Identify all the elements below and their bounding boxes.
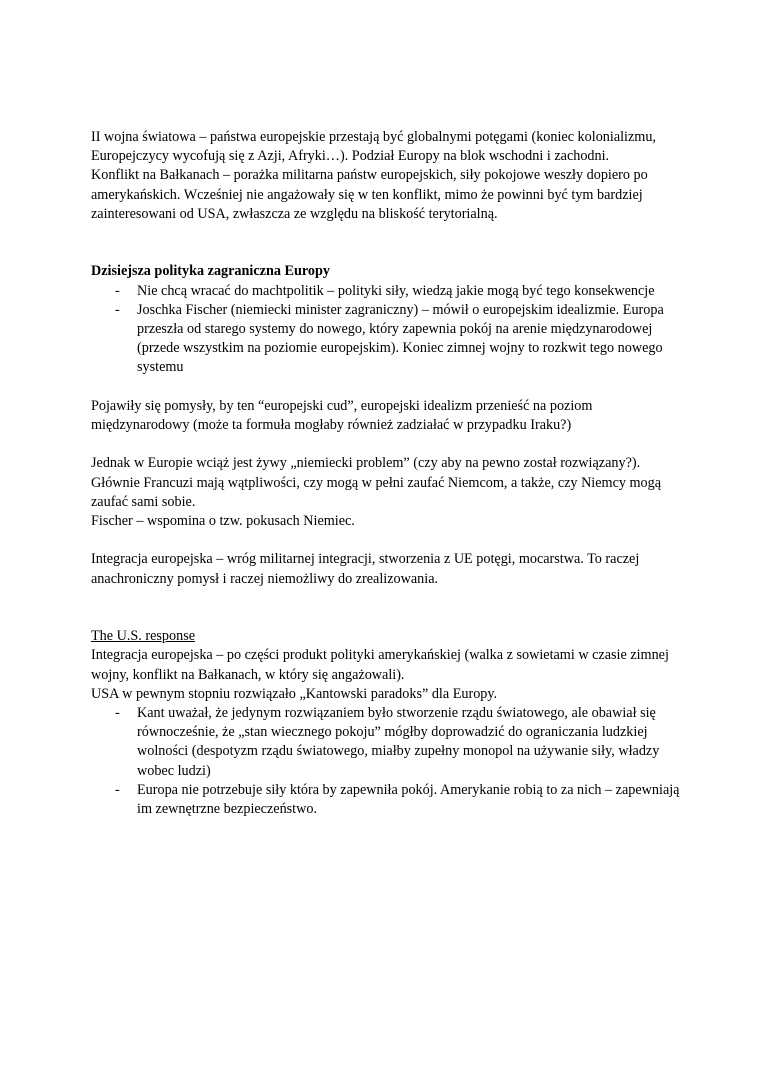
paragraph-us-integration: Integracja europejska – po części produkt polityki amerykańskiej (walka z sowietami w czasie zimnej wojny, konflikt na Bałkanach, w który się angażowali).	[91, 647, 669, 683]
spacer	[91, 531, 681, 550]
list-item	[91, 704, 681, 781]
list-item	[91, 301, 681, 378]
paragraph-kant-paradox: USA w pewnym stopniu rozwiązało „Kantowski paradoks” dla Europy.	[91, 685, 498, 702]
spacer	[91, 378, 681, 397]
paragraph-integration: Integracja europejska – wróg militarnej integracji, stworzenia z UE potęgi, mocarstwa. To raczej anachroniczny pomysł i raczej niemożliwy do zrealizowania.	[91, 551, 640, 587]
list-item-text: Europa nie potrzebuje siły która by zapewniła pokój. Amerykanie robią to za nich – zapewniają im zewnętrzne bezpieczeństwo.	[137, 781, 680, 818]
list-item	[91, 781, 681, 819]
dash-bullet: -	[115, 301, 120, 318]
document-page	[91, 128, 681, 819]
intro-paragraph-ww2: II wojna światowa – państwa europejskie przestają być globalnymi potęgami (koniec kolonializmu, Europejczycy wycofują się z Azji, Afryki…). Podział Europy na blok wschodni i zachodni.	[91, 129, 656, 165]
us-response-list	[91, 704, 681, 819]
foreign-policy-list	[91, 282, 681, 378]
paragraph-german-problem: Jednak w Europie wciąż jest żywy „niemiecki problem” (czy aby na pewno został rozwiązany?).	[91, 455, 641, 472]
dash-bullet: -	[115, 781, 120, 798]
section-heading-foreign-policy: Dzisiejsza polityka zagraniczna Europy	[91, 263, 330, 280]
spacer	[91, 224, 681, 262]
list-item	[91, 282, 681, 301]
intro-paragraph-balkans: Konflikt na Bałkanach – porażka militarna państw europejskich, siły pokojowe weszły dopiero po amerykańskich. Wcześniej nie angażowały się w ten konflikt, mimo że powinni być tym bardziej zainteresowani od USA, zwłaszcza ze względu na bliskość terytorialną.	[91, 167, 648, 222]
dash-bullet: -	[115, 282, 120, 299]
section-heading-us-response: The U.S. response	[91, 628, 196, 645]
paragraph-european-miracle: Pojawiły się pomysły, by ten “europejski cud”, europejski idealizm przenieść na poziom międzynarodowy (może ta formuła mogłaby również zadziałać w przypadku Iraku?)	[91, 397, 593, 434]
paragraph-french-doubts: Głównie Francuzi mają wątpliwości, czy mogą w pełni zaufać Niemcom, a także, czy Niemcy mogą zaufać sami sobie.	[91, 474, 662, 510]
list-item-text: Joschka Fischer (niemiecki minister zagraniczny) – mówił o europejskim idealizmie. Europa przeszła od starego systemy do nowego, który zapewnia pokój na arenie międzynarodowej (przede wszystkim na poziomie europejskim). Koniec zimnej wojny to rozkwit tego nowego systemu	[137, 301, 664, 376]
paragraph-fischer-temptations: Fischer – wspomina o tzw. pokusach Niemiec.	[91, 513, 355, 530]
dash-bullet: -	[115, 705, 120, 722]
spacer	[91, 589, 681, 627]
spacer	[91, 435, 681, 454]
list-item-text: Nie chcą wracać do machtpolitik – polityki siły, wiedzą jakie mogą być tego konsekwencje	[137, 282, 655, 299]
list-item-text: Kant uważał, że jedynym rozwiązaniem było stworzenie rządu światowego, ale obawiał się równocześnie, że „stan wiecznego pokoju” mógłby doprowadzić do ograniczania ludzkiej wolności (despotyzm rządu światowego, miałby zupełny monopol na używanie siły, władzy wobec ludzi)	[137, 705, 660, 779]
